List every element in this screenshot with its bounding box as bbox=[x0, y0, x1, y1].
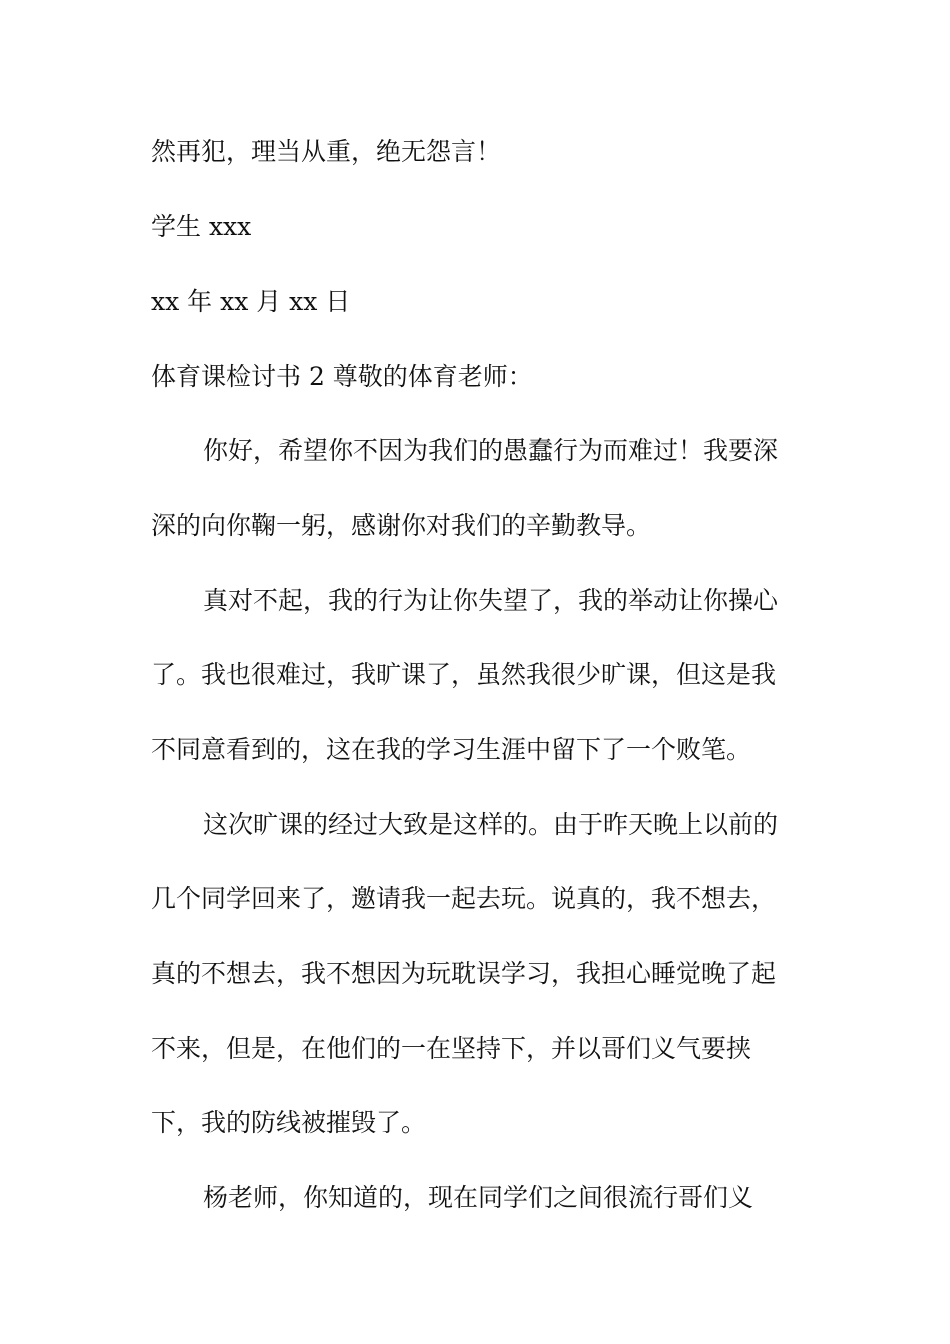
paragraph-line: 了。我也很难过，我旷课了，虽然我很少旷课，但这是我 bbox=[151, 660, 777, 689]
paragraph-line: 真对不起，我的行为让你失望了，我的举动让你操心 bbox=[203, 586, 779, 615]
paragraph-line: 深的向你鞠一躬，感谢你对我们的辛勤教导。 bbox=[151, 511, 652, 540]
signature-line: 学生 xxx bbox=[151, 212, 252, 241]
section-heading: 体育课检讨书 2 尊敬的体育老师： bbox=[151, 362, 533, 391]
paragraph-line: 不来，但是，在他们的一在坚持下，并以哥们义气要挟 bbox=[151, 1034, 752, 1063]
paragraph-line: 不同意看到的，这在我的学习生涯中留下了一个败笔。 bbox=[151, 735, 752, 764]
paragraph-line: 几个同学回来了，邀请我一起去玩。说真的，我不想去， bbox=[151, 884, 777, 913]
paragraph-line: 这次旷课的经过大致是这样的。由于昨天晚上以前的 bbox=[203, 810, 779, 839]
paragraph-line: 你好，希望你不因为我们的愚蠢行为而难过！我要深 bbox=[203, 436, 779, 465]
paragraph-line: 真的不想去，我不想因为玩耽误学习，我担心睡觉晚了起 bbox=[151, 959, 777, 988]
paragraph-line: 下，我的防线被摧毁了。 bbox=[151, 1108, 427, 1137]
date-line: xx 年 xx 月 xx 日 bbox=[151, 287, 351, 316]
text-line: 然再犯，理当从重，绝无怨言！ bbox=[151, 137, 502, 166]
paragraph-line: 杨老师，你知道的，现在同学们之间很流行哥们义 bbox=[203, 1183, 754, 1212]
